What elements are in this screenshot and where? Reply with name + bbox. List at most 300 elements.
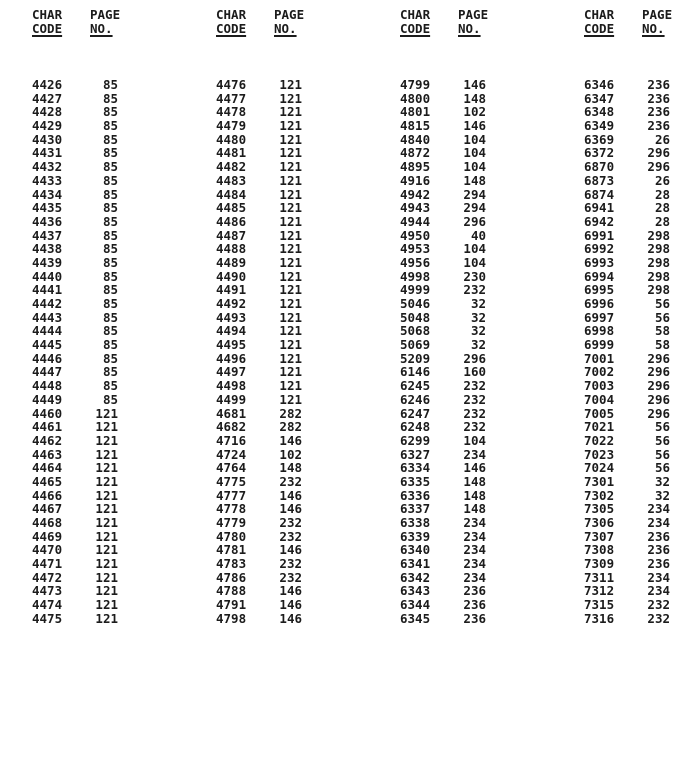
page-number: 85 xyxy=(102,213,118,229)
char-code: 4432 xyxy=(32,159,63,175)
index-entry xyxy=(584,324,696,338)
page-number: 232 xyxy=(279,569,302,585)
index-entry xyxy=(400,270,520,284)
page-number: 121 xyxy=(95,460,118,476)
page-number: 56 xyxy=(654,460,670,476)
index-entry xyxy=(32,543,152,557)
char-code: 6339 xyxy=(400,528,431,544)
page-number: 232 xyxy=(279,515,302,530)
index-entry xyxy=(400,352,520,366)
page-number: 56 xyxy=(654,432,670,448)
char-code: 6942 xyxy=(584,213,615,229)
char-code: 4777 xyxy=(216,487,247,503)
index-entry xyxy=(216,174,336,188)
index-entry xyxy=(216,516,336,530)
char-code: 6337 xyxy=(400,501,431,517)
page-number: 146 xyxy=(279,542,302,558)
page-number: 56 xyxy=(654,446,670,462)
index-entry xyxy=(32,352,152,366)
char-code: 7024 xyxy=(584,460,615,476)
char-code: 6347 xyxy=(584,90,615,106)
char-code: 4428 xyxy=(32,104,63,120)
char-code: 6338 xyxy=(400,515,431,530)
index-entry xyxy=(216,297,336,311)
page-no-heading: PAGE NO. xyxy=(642,7,673,36)
index-entry xyxy=(584,133,696,147)
char-code: 6349 xyxy=(584,118,615,134)
page-number: 85 xyxy=(102,364,118,380)
char-code: 5068 xyxy=(400,323,431,339)
char-code: 7021 xyxy=(584,419,615,435)
char-code: 4439 xyxy=(32,254,63,270)
char-code: 4815 xyxy=(400,118,431,134)
index-entry xyxy=(32,160,152,174)
index-entry xyxy=(400,584,520,598)
page-number: 121 xyxy=(279,77,302,92)
index-entry xyxy=(400,393,520,407)
page-number: 296 xyxy=(647,145,670,161)
page-number: 85 xyxy=(102,323,118,339)
char-code: 4482 xyxy=(216,159,247,175)
page-number: 121 xyxy=(279,118,302,134)
page-number: 121 xyxy=(279,364,302,380)
char-code: 4800 xyxy=(400,90,431,106)
column-header xyxy=(32,8,152,48)
char-code: 4786 xyxy=(216,569,247,585)
page-number: 232 xyxy=(463,391,486,407)
char-code: 6993 xyxy=(584,254,615,270)
page-number: 121 xyxy=(279,159,302,175)
index-entry xyxy=(216,530,336,544)
char-code: 5069 xyxy=(400,337,431,353)
page-number: 296 xyxy=(647,364,670,380)
char-code: 6342 xyxy=(400,569,431,585)
index-entry xyxy=(584,448,696,462)
page-number: 85 xyxy=(102,391,118,407)
page-number: 121 xyxy=(95,556,118,572)
page-number: 56 xyxy=(654,309,670,325)
index-entry xyxy=(216,365,336,379)
char-code: 5046 xyxy=(400,296,431,311)
page-number: 85 xyxy=(102,200,118,216)
page-number: 234 xyxy=(463,515,486,530)
page-number: 85 xyxy=(102,254,118,270)
index-entry xyxy=(216,256,336,270)
char-code: 4479 xyxy=(216,118,247,134)
index-entry xyxy=(400,160,520,174)
index-entry xyxy=(400,297,520,311)
char-code: 6348 xyxy=(584,104,615,120)
index-entry xyxy=(216,557,336,571)
page-number: 85 xyxy=(102,268,118,284)
index-entry xyxy=(32,297,152,311)
page-number: 236 xyxy=(463,583,486,599)
char-code: 6345 xyxy=(400,610,431,626)
char-code: 4429 xyxy=(32,118,63,134)
char-code: 4781 xyxy=(216,542,247,558)
page-number: 236 xyxy=(647,528,670,544)
index-entry xyxy=(584,78,696,92)
page-number: 121 xyxy=(279,213,302,229)
page-number: 121 xyxy=(279,309,302,325)
page-number: 26 xyxy=(654,172,670,188)
index-entry xyxy=(216,598,336,612)
char-code: 7307 xyxy=(584,528,615,544)
page-number: 296 xyxy=(647,391,670,407)
page-number: 146 xyxy=(279,501,302,517)
index-entry xyxy=(400,283,520,297)
char-code: 4445 xyxy=(32,337,63,353)
index-column-1 xyxy=(32,7,152,626)
index-entry xyxy=(400,311,520,325)
char-code: 6245 xyxy=(400,378,431,394)
char-code: 4476 xyxy=(216,77,247,92)
char-code: 6327 xyxy=(400,446,431,462)
index-entry xyxy=(216,188,336,202)
index-entry xyxy=(400,92,520,106)
index-entry xyxy=(584,489,696,503)
page-number: 236 xyxy=(647,542,670,558)
index-entry xyxy=(584,188,696,202)
index-entry xyxy=(584,543,696,557)
page-number: 32 xyxy=(654,487,670,503)
page-number: 148 xyxy=(463,172,486,188)
page-number: 58 xyxy=(654,337,670,353)
index-entry xyxy=(584,393,696,407)
index-entry xyxy=(32,530,152,544)
char-code: 4943 xyxy=(400,200,431,216)
char-code: 6247 xyxy=(400,405,431,421)
index-entry xyxy=(584,174,696,188)
index-entry xyxy=(32,489,152,503)
index-entry xyxy=(32,393,152,407)
index-entry xyxy=(216,379,336,393)
index-entry xyxy=(584,379,696,393)
page-number: 148 xyxy=(463,90,486,106)
entry-list xyxy=(400,78,520,626)
page-number: 294 xyxy=(463,200,486,216)
char-code: 4443 xyxy=(32,309,63,325)
entry-list xyxy=(216,78,336,626)
char-code: 4895 xyxy=(400,159,431,175)
index-entry xyxy=(216,270,336,284)
page-number: 234 xyxy=(463,556,486,572)
index-entry xyxy=(400,489,520,503)
page-number: 85 xyxy=(102,241,118,257)
page-number: 146 xyxy=(463,77,486,92)
char-code: 4942 xyxy=(400,186,431,202)
index-entry xyxy=(32,119,152,133)
page-number: 56 xyxy=(654,296,670,311)
index-entry xyxy=(216,420,336,434)
index-entry xyxy=(400,543,520,557)
page-number: 148 xyxy=(463,487,486,503)
index-entry xyxy=(400,379,520,393)
char-code: 4724 xyxy=(216,446,247,462)
char-code: 4798 xyxy=(216,610,247,626)
page-number: 121 xyxy=(279,90,302,106)
page-number: 121 xyxy=(279,282,302,298)
index-entry xyxy=(32,598,152,612)
char-code: 4486 xyxy=(216,213,247,229)
char-code: 4463 xyxy=(32,446,63,462)
index-entry xyxy=(400,188,520,202)
page-number: 146 xyxy=(279,432,302,448)
char-code: 4460 xyxy=(32,405,63,421)
page-number: 296 xyxy=(647,159,670,175)
page-number: 282 xyxy=(279,419,302,435)
char-code: 6992 xyxy=(584,241,615,257)
index-entry xyxy=(400,146,520,160)
index-entry xyxy=(32,242,152,256)
index-entry xyxy=(400,215,520,229)
page-number: 32 xyxy=(470,309,486,325)
page-number: 146 xyxy=(463,460,486,476)
char-code: 7306 xyxy=(584,515,615,530)
page-number: 296 xyxy=(647,378,670,394)
page-no-heading: PAGE NO. xyxy=(458,7,489,36)
index-column-3 xyxy=(400,7,520,626)
index-entry xyxy=(216,229,336,243)
page-number: 232 xyxy=(647,597,670,613)
char-code: 7305 xyxy=(584,501,615,517)
page-number: 298 xyxy=(647,241,670,257)
char-code: 6874 xyxy=(584,186,615,202)
index-entry xyxy=(400,338,520,352)
char-code: 7302 xyxy=(584,487,615,503)
index-entry xyxy=(32,365,152,379)
char-code: 4477 xyxy=(216,90,247,106)
index-entry xyxy=(216,92,336,106)
entry-list xyxy=(584,78,696,626)
char-code: 4483 xyxy=(216,172,247,188)
char-code: 4492 xyxy=(216,296,247,311)
char-code: 4427 xyxy=(32,90,63,106)
page-number: 121 xyxy=(279,131,302,147)
page-number: 296 xyxy=(463,350,486,366)
char-code: 4471 xyxy=(32,556,63,572)
char-code: 4484 xyxy=(216,186,247,202)
page-number: 104 xyxy=(463,241,486,257)
char-code: 6336 xyxy=(400,487,431,503)
index-entry xyxy=(216,352,336,366)
char-code: 6870 xyxy=(584,159,615,175)
char-code: 4464 xyxy=(32,460,63,476)
page-number: 85 xyxy=(102,309,118,325)
char-code: 4448 xyxy=(32,378,63,394)
char-code: 4446 xyxy=(32,350,63,366)
index-entry xyxy=(584,256,696,270)
page-number: 146 xyxy=(279,583,302,599)
char-code: 4778 xyxy=(216,501,247,517)
page-number: 121 xyxy=(95,487,118,503)
page-number: 121 xyxy=(95,501,118,517)
index-entry xyxy=(400,133,520,147)
page-number: 232 xyxy=(463,405,486,421)
index-entry xyxy=(584,242,696,256)
char-code: 4475 xyxy=(32,610,63,626)
char-code: 6995 xyxy=(584,282,615,298)
char-code: 4916 xyxy=(400,172,431,188)
char-code: 4431 xyxy=(32,145,63,161)
page-number: 28 xyxy=(654,186,670,202)
index-entry xyxy=(400,434,520,448)
page-number: 236 xyxy=(647,104,670,120)
index-entry xyxy=(216,612,336,626)
index-entry xyxy=(32,338,152,352)
index-column-2 xyxy=(216,7,336,626)
index-entry xyxy=(400,119,520,133)
index-entry xyxy=(32,420,152,434)
char-code: 7315 xyxy=(584,597,615,613)
char-code: 4716 xyxy=(216,432,247,448)
char-code: 4487 xyxy=(216,227,247,243)
page-number: 234 xyxy=(463,569,486,585)
page-number: 121 xyxy=(279,350,302,366)
index-entry xyxy=(216,215,336,229)
page-number: 28 xyxy=(654,200,670,216)
char-code: 6246 xyxy=(400,391,431,407)
page-number: 85 xyxy=(102,172,118,188)
page-number: 121 xyxy=(95,528,118,544)
column-header xyxy=(400,8,520,48)
char-code: 4872 xyxy=(400,145,431,161)
char-code: 6996 xyxy=(584,296,615,311)
page-number: 121 xyxy=(95,542,118,558)
char-code: 7022 xyxy=(584,432,615,448)
page-number: 85 xyxy=(102,296,118,311)
index-entry xyxy=(400,420,520,434)
index-entry xyxy=(32,584,152,598)
char-code: 4791 xyxy=(216,597,247,613)
page-number: 230 xyxy=(463,268,486,284)
page-number: 85 xyxy=(102,145,118,161)
char-code: 4498 xyxy=(216,378,247,394)
page-number: 160 xyxy=(463,364,486,380)
index-entry xyxy=(584,311,696,325)
page-number: 121 xyxy=(95,515,118,530)
index-entry xyxy=(32,174,152,188)
char-code: 6248 xyxy=(400,419,431,435)
char-code: 4433 xyxy=(32,172,63,188)
page-number: 234 xyxy=(647,501,670,517)
char-code: 6346 xyxy=(584,77,615,92)
char-code: 4485 xyxy=(216,200,247,216)
index-entry xyxy=(32,434,152,448)
page-number: 121 xyxy=(95,446,118,462)
index-entry xyxy=(32,78,152,92)
page-number: 232 xyxy=(647,610,670,626)
index-entry xyxy=(32,571,152,585)
index-entry xyxy=(32,105,152,119)
index-entry xyxy=(400,174,520,188)
index-entry xyxy=(584,571,696,585)
page-number: 146 xyxy=(279,487,302,503)
char-code: 4441 xyxy=(32,282,63,298)
char-code: 7004 xyxy=(584,391,615,407)
index-entry xyxy=(400,242,520,256)
char-code: 7301 xyxy=(584,473,615,489)
char-code: 4480 xyxy=(216,131,247,147)
page-number: 234 xyxy=(647,515,670,530)
index-entry xyxy=(584,530,696,544)
page-number: 121 xyxy=(95,569,118,585)
char-code: 4466 xyxy=(32,487,63,503)
char-code: 6369 xyxy=(584,131,615,147)
char-code: 7005 xyxy=(584,405,615,421)
index-entry xyxy=(584,201,696,215)
char-code: 6997 xyxy=(584,309,615,325)
index-entry xyxy=(584,105,696,119)
index-entry xyxy=(584,461,696,475)
index-entry xyxy=(32,379,152,393)
page-number: 121 xyxy=(279,172,302,188)
index-entry xyxy=(400,201,520,215)
index-entry xyxy=(216,502,336,516)
char-code: 4497 xyxy=(216,364,247,380)
index-entry xyxy=(216,146,336,160)
char-code: 4490 xyxy=(216,268,247,284)
page-number: 85 xyxy=(102,159,118,175)
char-code: 6999 xyxy=(584,337,615,353)
char-code: 7002 xyxy=(584,364,615,380)
page-number: 232 xyxy=(463,419,486,435)
index-entry xyxy=(32,283,152,297)
char-code: 4444 xyxy=(32,323,63,339)
char-code: 4481 xyxy=(216,145,247,161)
char-code: 6344 xyxy=(400,597,431,613)
char-code: 6335 xyxy=(400,473,431,489)
page-number: 236 xyxy=(647,556,670,572)
page-number: 104 xyxy=(463,432,486,448)
page-number: 121 xyxy=(279,323,302,339)
index-entry xyxy=(400,598,520,612)
page-number: 236 xyxy=(463,597,486,613)
index-entry xyxy=(584,270,696,284)
page-number: 148 xyxy=(463,473,486,489)
page-number: 32 xyxy=(470,323,486,339)
index-entry xyxy=(584,420,696,434)
index-entry xyxy=(216,584,336,598)
page-number: 85 xyxy=(102,378,118,394)
page-number: 121 xyxy=(279,268,302,284)
index-entry xyxy=(32,475,152,489)
index-entry xyxy=(400,530,520,544)
char-code: 7003 xyxy=(584,378,615,394)
char-code: 6941 xyxy=(584,200,615,216)
char-code: 7001 xyxy=(584,350,615,366)
page-number: 121 xyxy=(95,432,118,448)
page-no-heading: PAGE NO. xyxy=(90,7,121,36)
char-code: 4440 xyxy=(32,268,63,284)
char-code: 7312 xyxy=(584,583,615,599)
index-entry xyxy=(32,229,152,243)
index-entry xyxy=(216,133,336,147)
index-column-4 xyxy=(584,7,696,626)
char-code-heading: CHAR CODE xyxy=(400,7,431,36)
page-number: 85 xyxy=(102,131,118,147)
page-number: 58 xyxy=(654,323,670,339)
index-entry xyxy=(400,256,520,270)
index-entry xyxy=(216,407,336,421)
page-number: 121 xyxy=(95,583,118,599)
page-number: 236 xyxy=(647,118,670,134)
page-number: 296 xyxy=(647,350,670,366)
index-entry xyxy=(400,502,520,516)
page-number: 121 xyxy=(279,254,302,270)
index-entry xyxy=(216,160,336,174)
char-code: 4998 xyxy=(400,268,431,284)
